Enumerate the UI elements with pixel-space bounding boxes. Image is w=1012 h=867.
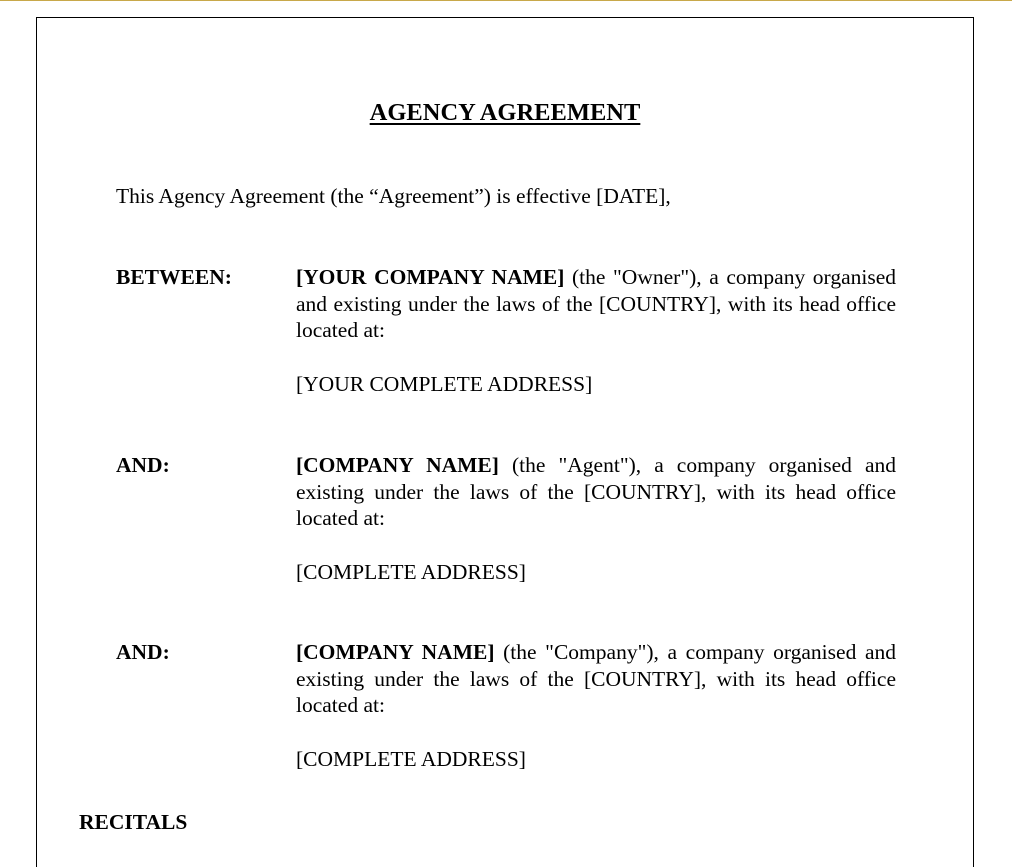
intro-paragraph: This Agency Agreement (the “Agreement”) is effective [DATE], bbox=[116, 184, 671, 208]
party-address: [COMPLETE ADDRESS] bbox=[296, 559, 526, 584]
party-name: [COMPANY NAME] bbox=[296, 453, 499, 477]
window-top-border bbox=[0, 0, 1012, 1]
document-title: AGENCY AGREEMENT bbox=[369, 99, 641, 126]
party-description bbox=[296, 639, 896, 772]
party-name: [COMPANY NAME] bbox=[296, 640, 495, 664]
party-address: [YOUR COMPLETE ADDRESS] bbox=[296, 371, 593, 396]
party-description bbox=[296, 264, 896, 397]
party-label: AND: bbox=[116, 453, 170, 477]
party-label: AND: bbox=[116, 640, 170, 664]
party-address: [COMPLETE ADDRESS] bbox=[296, 746, 526, 771]
party-details: (the "Agent"), a company organised and existing under the laws of the [COUNTRY], with its head office located at: bbox=[296, 453, 896, 530]
party-label: BETWEEN: bbox=[116, 265, 232, 289]
party-details: (the "Owner"), a company organised and existing under the laws of the [COUNTRY], with its head office located at: bbox=[296, 265, 896, 342]
recitals-heading: RECITALS bbox=[79, 810, 188, 834]
party-name: [YOUR COMPANY NAME] bbox=[296, 265, 565, 289]
party-description bbox=[296, 452, 896, 585]
document-page bbox=[36, 17, 974, 867]
party-details: (the "Company"), a company organised and existing under the laws of the [COUNTRY], with its head office located at: bbox=[296, 640, 896, 717]
